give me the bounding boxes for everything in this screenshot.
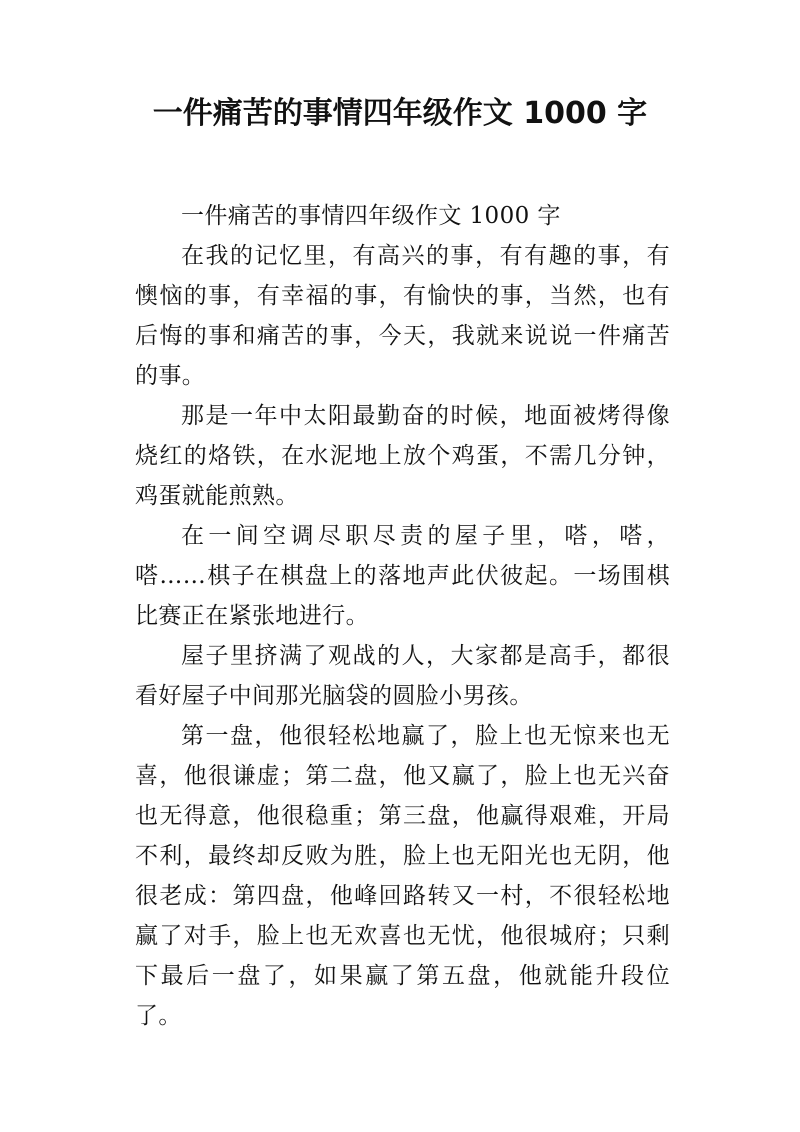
paragraph-room: 在一间空调尽职尽责的屋子里，嗒，嗒，嗒……棋子在棋盘上的落地声此伏彼起。一场围棋比赛正在紧张地进行。 <box>135 523 670 629</box>
article-body <box>135 196 670 1036</box>
page-title: 一件痛苦的事情四年级作文 1000 字 <box>152 96 648 131</box>
paragraph-games: 第一盘，他很轻松地赢了，脸上也无惊来也无喜，他很谦虚；第二盘，他又赢了，脸上也无兴奋也无得意，他很稳重；第三盘，他赢得艰难，开局不利，最终却反败为胜，脸上也无阳光也无阴，他很老成：第四盘，他峰回路转又一村，不很轻松地赢了对手，脸上也无欢喜也无忧，他很城府；只剩下最后一盘了，如果赢了第五盘，他就能升段位了。 <box>135 723 670 1029</box>
paragraph-audience: 屋子里挤满了观战的人，大家都是高手，都很看好屋子中间那光脑袋的圆脸小男孩。 <box>135 643 670 709</box>
paragraph-intro: 在我的记忆里，有高兴的事，有有趣的事，有懊恼的事，有幸福的事，有愉快的事，当然，也有后悔的事和痛苦的事，今天，我就来说说一件痛苦的事。 <box>135 243 670 389</box>
paragraph-weather: 那是一年中太阳最勤奋的时候，地面被烤得像烧红的烙铁，在水泥地上放个鸡蛋，不需几分钟，鸡蛋就能煎熟。 <box>135 403 670 509</box>
article-subtitle: 一件痛苦的事情四年级作文 1000 字 <box>181 203 561 229</box>
